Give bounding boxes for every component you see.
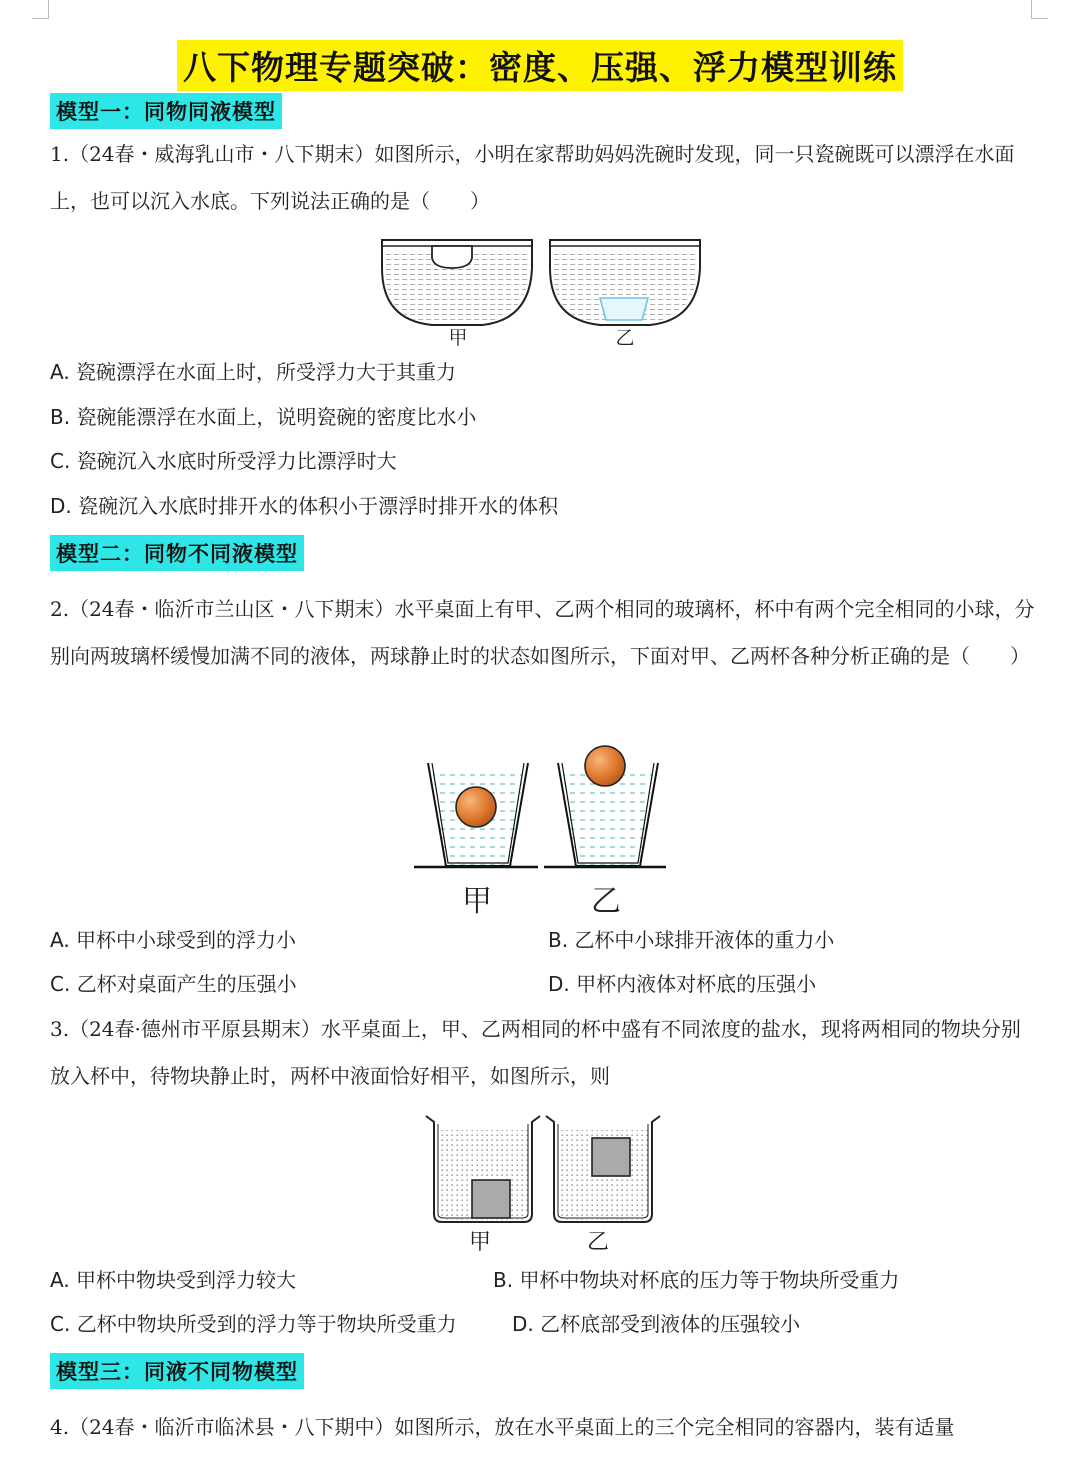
page-corner-mark	[1031, 0, 1048, 19]
page-corner-mark	[32, 0, 49, 19]
q2-option-b: B. 乙杯中小球排开液体的重力小	[548, 928, 835, 952]
question-2-figure	[410, 735, 670, 920]
question-2-stem: 2.（24春・临沂市兰山区・八下期末）水平桌面上有甲、乙两个相同的玻璃杯，杯中有两个完全相同的小球，分别向两玻璃杯缓慢加满不同的液体，两球静止时的状态如图所示，下面对甲、乙两杯各种分析正确的是（ ）	[50, 597, 1035, 668]
glass-a	[428, 763, 528, 866]
beaker-b	[546, 1116, 660, 1222]
ball-a	[456, 787, 496, 827]
q2-option-d: D. 甲杯内液体对杯底的压强小	[548, 972, 817, 996]
block-b	[592, 1138, 630, 1176]
section-heading-2: 模型二：同物不同液模型	[50, 535, 304, 571]
ball-b	[585, 746, 625, 786]
question-1-stem: 1.（24春・威海乳山市・八下期末）如图所示，小明在家帮助妈妈洗碗时发现，同一只瓷碗既可以漂浮在水面上，也可以沉入水底。下列说法正确的是（ ）	[50, 142, 1015, 213]
block-a	[472, 1180, 510, 1218]
sunken-bowl	[600, 298, 648, 320]
basin-b	[550, 240, 700, 325]
page-title: 八下物理专题突破：密度、压强、浮力模型训练	[177, 40, 903, 91]
section-heading-3: 模型三：同液不同物模型	[50, 1353, 304, 1389]
q2-option-c: C. 乙杯对桌面产生的压强小	[50, 972, 297, 996]
fig2-label-b: 乙	[591, 884, 621, 919]
q2-option-a: A. 甲杯中小球受到的浮力小	[50, 928, 297, 952]
fig2-label-a: 甲	[462, 884, 492, 919]
question-3-stem: 3.（24春·德州市平原县期末）水平桌面上，甲、乙两相同的杯中盛有不同浓度的盐水，现将两相同的物块分别放入杯中，待物块静止时，两杯中液面恰好相平，如图所示，则	[50, 1017, 1021, 1088]
beaker-a	[426, 1116, 540, 1222]
question-4-stem: 4.（24春・临沂市临沭县・八下期中）如图所示，放在水平桌面上的三个完全相同的容器内，装有适量	[50, 1415, 955, 1439]
q3-option-c: C. 乙杯中物块所受到的浮力等于物块所受重力	[50, 1312, 457, 1336]
q1-option-c: C. 瓷碗沉入水底时所受浮力比漂浮时大	[50, 449, 397, 473]
floating-bowl	[432, 246, 472, 268]
q3-option-b: B. 甲杯中物块对杯底的压力等于物块所受重力	[493, 1268, 900, 1292]
section-heading-1: 模型一：同物同液模型	[50, 93, 282, 129]
fig1-label-a: 甲	[448, 327, 468, 349]
question-1-figure	[370, 232, 710, 352]
glass-b	[558, 746, 658, 866]
title-container	[0, 40, 1080, 91]
fig1-label-b: 乙	[615, 327, 635, 349]
fig3-label-b: 乙	[586, 1230, 610, 1255]
q1-option-b: B. 瓷碗能漂浮在水面上，说明瓷碗的密度比水小	[50, 405, 477, 429]
question-3-figure	[420, 1108, 670, 1258]
basin-a	[382, 240, 532, 325]
q3-option-a: A. 甲杯中物块受到浮力较大	[50, 1268, 297, 1292]
fig3-label-a: 甲	[468, 1230, 492, 1255]
q3-option-d: D. 乙杯底部受到液体的压强较小	[512, 1312, 801, 1336]
q1-option-a: A. 瓷碗漂浮在水面上时，所受浮力大于其重力	[50, 360, 457, 384]
q1-option-d: D. 瓷碗沉入水底时排开水的体积小于漂浮时排开水的体积	[50, 494, 559, 518]
